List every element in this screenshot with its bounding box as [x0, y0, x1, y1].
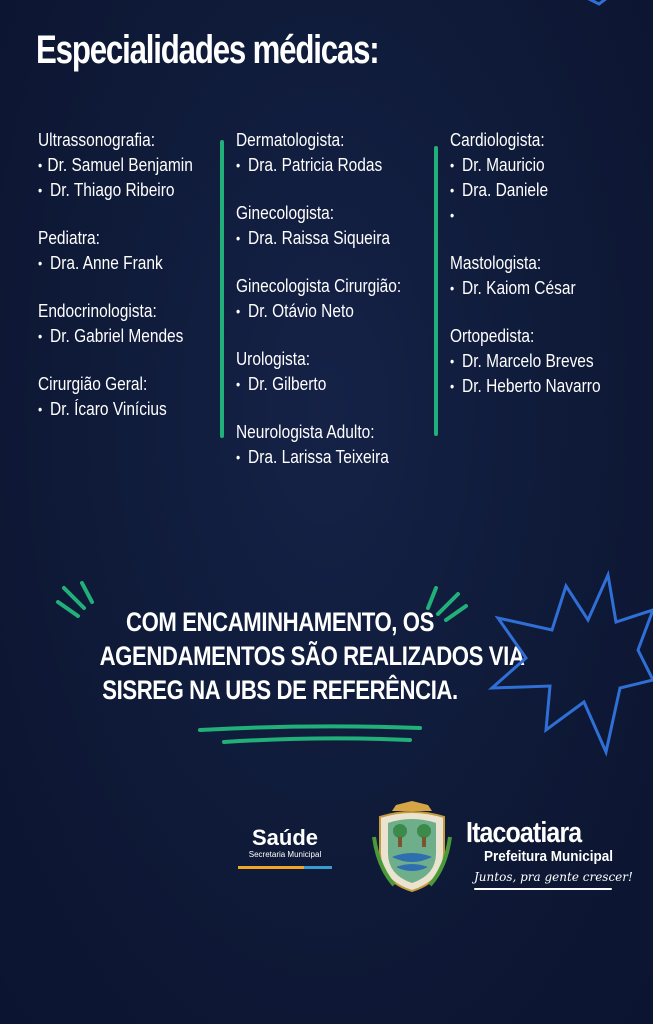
column-divider [220, 140, 224, 438]
specialty-group [38, 299, 218, 349]
specialty-title: Neurologista Adulto: [236, 422, 375, 442]
specialty-group [236, 420, 436, 470]
green-underline-icon [198, 722, 424, 748]
doctor-item: • Dr. Kaiom César [450, 278, 576, 298]
city-crest-icon [372, 797, 452, 895]
notice-line: AGENDAMENTOS SÃO REALIZADOS VIA [99, 641, 525, 671]
doctor-item: • Dra. Daniele [450, 180, 549, 200]
referral-notice [60, 605, 525, 707]
specialty-title: Dermatologista: [236, 130, 345, 150]
doctor-item: • Dr. Samuel Benjamin [38, 155, 193, 175]
city-name: Itacoatiara [466, 817, 582, 849]
doctor-item: • Dr. Gabriel Mendes [38, 326, 184, 346]
specialty-group [38, 372, 218, 422]
saude-logo-name: Saúde [251, 825, 319, 850]
slogan-underline [474, 888, 612, 890]
specialty-title: Cirurgião Geral: [38, 374, 148, 394]
doctor-item: • Dr. Thiago Ribeiro [38, 180, 175, 200]
doctor-item-empty: • [450, 207, 455, 223]
specialty-title: Ultrassonografia: [38, 130, 156, 150]
specialty-title: Ginecologista: [236, 203, 335, 223]
doctor-item: • Dr. Mauricio [450, 155, 545, 175]
specialty-group [236, 128, 436, 178]
saude-logo-bar [238, 866, 332, 869]
specialties-column-3 [450, 128, 650, 422]
specialty-group [38, 128, 218, 203]
doctor-item: • Dr. Marcelo Breves [450, 351, 594, 371]
specialty-group [236, 274, 436, 324]
specialty-group [450, 251, 650, 301]
specialty-group [236, 347, 436, 397]
corner-star-outline-icon [585, 0, 625, 10]
doctor-item: • Dra. Larissa Teixeira [236, 447, 389, 467]
doctor-item: • Dr. Ícaro Vinícius [38, 399, 167, 419]
saude-logo-subtitle: Secretaria Municipal [248, 850, 322, 859]
specialty-title: Urologista: [236, 349, 311, 369]
specialty-group [450, 324, 650, 399]
specialty-group [236, 201, 436, 251]
specialty-group [450, 128, 650, 228]
specialty-group [38, 226, 218, 276]
doctor-item: • Dr. Gilberto [236, 374, 327, 394]
doctor-item: • Dra. Anne Frank [38, 253, 163, 273]
doctor-item: • Dr. Otávio Neto [236, 301, 354, 321]
notice-line: SISREG NA UBS DE REFERÊNCIA. [102, 675, 458, 705]
column-divider [434, 146, 438, 436]
notice-line: COM ENCAMINHAMENTO, OS [126, 607, 434, 637]
specialty-title: Cardiologista: [450, 130, 545, 150]
specialty-title: Pediatra: [38, 228, 100, 248]
doctor-item: • Dr. Heberto Navarro [450, 376, 601, 396]
specialty-title: Mastologista: [450, 253, 542, 273]
city-slogan: Juntos, pra gente crescer! [474, 870, 633, 884]
doctor-item: • Dra. Patricia Rodas [236, 155, 383, 175]
specialty-title: Ginecologista Cirurgião: [236, 276, 402, 296]
page-title: Especialidades médicas: [36, 28, 379, 72]
star-burst-outline-icon [488, 570, 653, 760]
doctor-item: • Dra. Raissa Siqueira [236, 228, 391, 248]
specialties-column-2 [236, 128, 436, 493]
city-logo [466, 817, 633, 890]
saude-logo [238, 826, 332, 869]
specialty-title: Endocrinologista: [38, 301, 157, 321]
specialties-column-1 [38, 128, 218, 445]
city-subtitle: Prefeitura Municipal [484, 848, 614, 865]
specialty-title: Ortopedista: [450, 326, 535, 346]
